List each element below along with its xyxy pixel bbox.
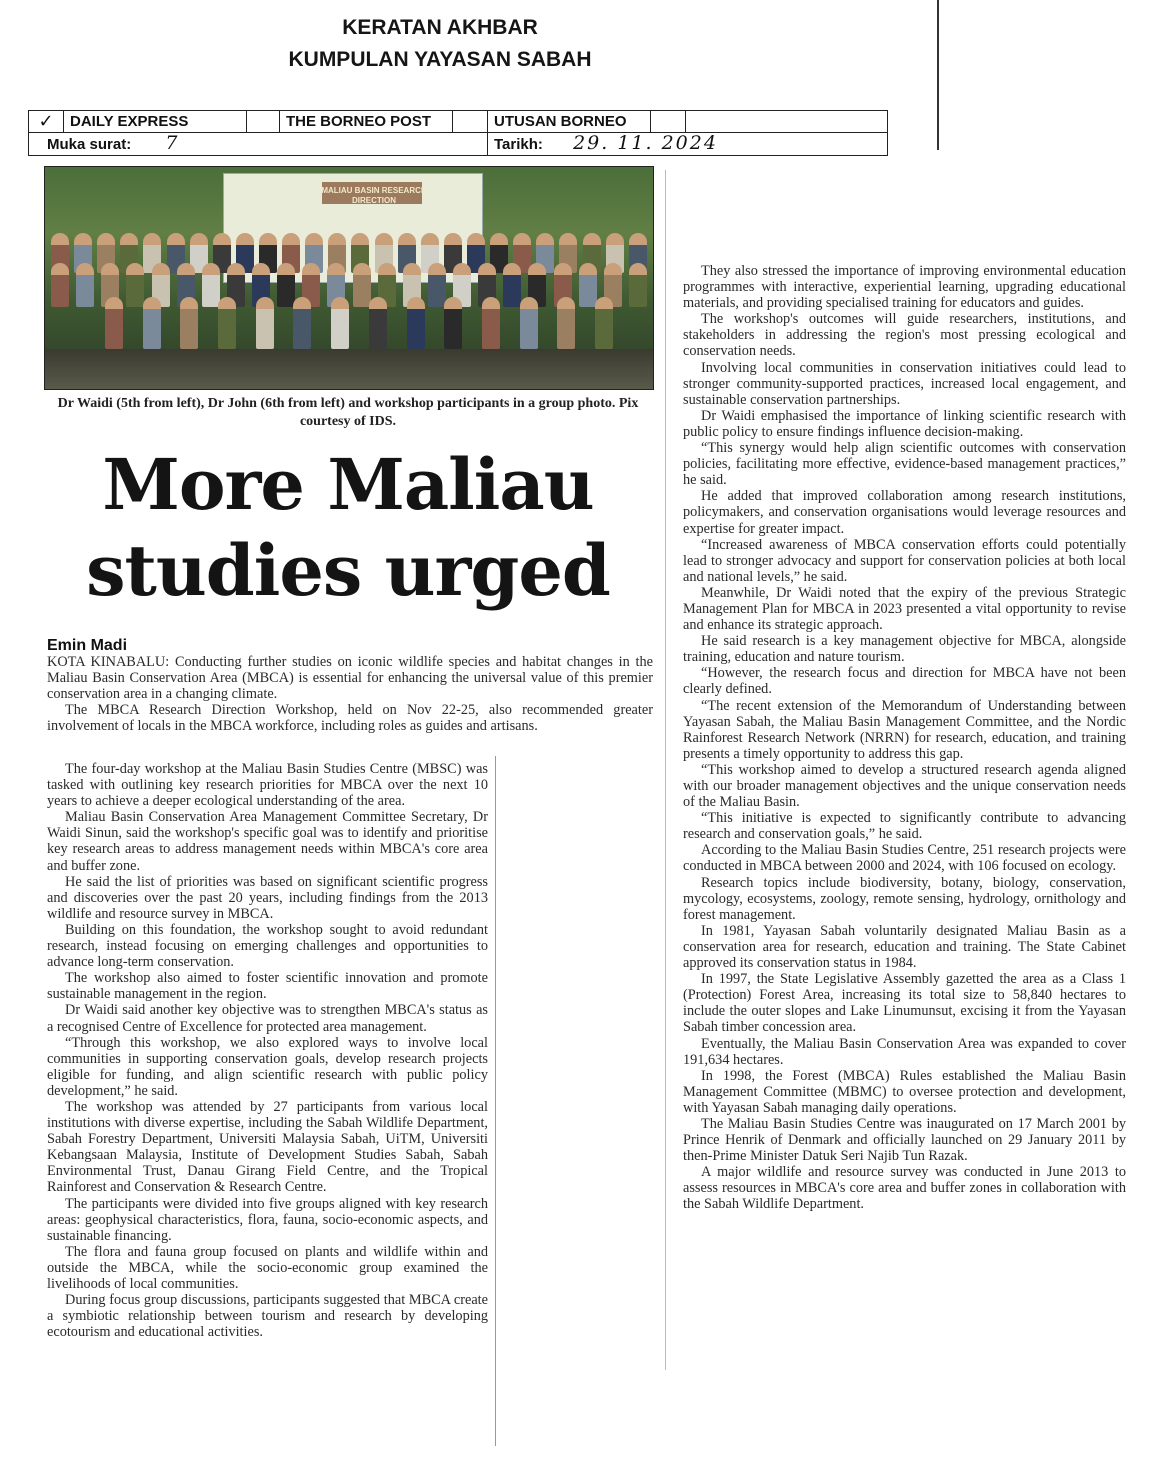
article-paragraph: During focus group discussions, participants suggested that MBCA create a symbiotic relationship between tourism and research by developing ecotourism and educational activities.: [47, 1292, 488, 1341]
article-left-column: [47, 761, 488, 1340]
article-paragraph: According to the Maliau Basin Studies Centre, 251 research projects were conducted in MBCA between 2000 and 2024, with 106 focused on ecology.: [683, 842, 1126, 875]
article-paragraph: The flora and fauna group focused on plants and wildlife within and outside the MBCA, while the socio-economic group examined the livelihoods of local communities.: [47, 1243, 488, 1292]
article-paragraph: Eventually, the Maliau Basin Conservation Area was expanded to cover 191,634 hectares.: [683, 1035, 1126, 1068]
article-paragraph: In 1997, the State Legislative Assembly gazetted the area as a Class 1 (Protection) Forest Area, increasing its total size to 58,840 hectares to include the outer slopes and Lake Linumunsut, excising it from the Yayasan Sabah timber concession area.: [683, 971, 1126, 1036]
participant-figure: [444, 297, 462, 349]
article-paragraph: In 1981, Yayasan Sabah voluntarily designated Maliau Basin as a conservation area for research, education and training. The State Cabinet approved its conservation status in 1984.: [683, 922, 1126, 972]
article-paragraph: Building on this foundation, the workshop sought to avoid redundant research, instead focusing on emerging challenges and opportunities to advance long-term conservation.: [47, 921, 488, 971]
participant-figure: [293, 297, 311, 349]
page-edge-rule: [937, 0, 939, 150]
paper-utusan-borneo: UTUSAN BORNEO: [488, 111, 651, 133]
article-paragraph: The workshop also aimed to foster scientific innovation and promote sustainable management in the region.: [47, 970, 488, 1003]
participant-figure: [407, 297, 425, 349]
article-paragraph: He added that improved collaboration among research institutions, policymakers, and conservation organisations would leverage resources and expertise for greater impact.: [683, 488, 1126, 537]
article-paragraph: Maliau Basin Conservation Area Management Committee Secretary, Dr Waidi Sinun, said the workshop's specific goal was to identify and prioritise key research areas to address management needs within MBCA's core area and buffer zone.: [47, 809, 488, 874]
clipping-source-table: [28, 110, 888, 156]
clipping-header-line1: KERATAN AKHBAR: [342, 16, 538, 39]
photo-floor: [45, 349, 653, 389]
article-paragraph: Dr Waidi said another key objective was to strengthen MBCA's status as a recognised Centre of Excellence for protected area management.: [47, 1002, 488, 1035]
date-value: 29. 11. 2024: [573, 132, 718, 154]
article-paragraph: “The recent extension of the Memorandum of Understanding between Yayasan Sabah, the Maliau Basin Management Committee, and the Nordic Rainforest Research Network (NRRN) for research, education, and training presents a timely opportunity to address this gap.: [683, 697, 1126, 762]
daily-express-check-mark: ✓: [29, 111, 64, 133]
article-paragraph: “Through this workshop, we also explored ways to involve local communities in supporting conservation goals, develop research projects eligible for funding, and align scientific research with public policy development,” he said.: [47, 1034, 488, 1099]
participant-figure: [557, 297, 575, 349]
article-paragraph: He said research is a key management objective for MBCA, alongside training, education and nature tourism.: [683, 633, 1126, 666]
article-paragraph: “Increased awareness of MBCA conservation efforts could potentially lead to stronger advocacy and support for conservation policies at both local and national levels,” he said.: [683, 536, 1126, 585]
article-byline: Emin Madi: [47, 637, 128, 654]
paper-borneo-post: THE BORNEO POST: [280, 111, 453, 133]
column-divider: [665, 170, 666, 1370]
participant-figure: [51, 263, 69, 307]
article-paragraph: A major wildlife and resource survey was conducted in June 2013 to assess resources in MBCA's core area and buffer zones in collaboration with the Sabah Wildlife Department.: [683, 1164, 1126, 1213]
page-label: Muka surat:: [47, 136, 132, 153]
article-paragraph: Dr Waidi emphasised the importance of linking scientific research with public policy to ensure findings influence decision-making.: [683, 407, 1126, 440]
column-divider: [495, 756, 496, 1446]
article-paragraph: “However, the research focus and direction for MBCA have not been clearly defined.: [683, 665, 1126, 698]
date-cell: [488, 133, 888, 156]
crowd-front-row: [105, 297, 613, 349]
banner-text: MALIAU BASIN RESEARCH DIRECTION: [321, 186, 427, 205]
article-paragraph: “This synergy would help align scientific outcomes with conservation policies, facilitating more effective, evidence-based management practices,” he said.: [683, 440, 1126, 489]
article-right-column: [683, 263, 1126, 1213]
paper-daily-express: DAILY EXPRESS: [64, 111, 247, 133]
blank-cell: [247, 111, 280, 133]
participant-figure: [520, 297, 538, 349]
participant-figure: [143, 297, 161, 349]
article-headline: More Maliau studies urged: [86, 443, 610, 612]
article-paragraph: The Maliau Basin Studies Centre was inaugurated on 17 March 2001 by Prince Henrik of Denmark and officially launched on 29 January 2011 by then-Prime Minister Datuk Seri Najib Tun Razak.: [683, 1115, 1126, 1165]
article-paragraph: KOTA KINABALU: Conducting further studies on iconic wildlife species and habitat changes in the Maliau Basin Conservation Area (MBCA) is essential for enhancing the universal value of this premier conservation area in a changing climate.: [47, 654, 653, 703]
article-paragraph: The four-day workshop at the Maliau Basin Studies Centre (MBSC) was tasked with outlining key research priorities for MBCA over the next 10 years to achieve a deeper ecological understanding of the area.: [47, 761, 488, 810]
article-paragraph: Involving local communities in conservation initiatives could lead to stronger community-supported practices, increased local engagement, and sustainable conservation partnerships.: [683, 359, 1126, 408]
participant-figure: [482, 297, 500, 349]
article-paragraph: “This initiative is expected to significantly contribute to advancing research and conservation goals,” he said.: [683, 810, 1126, 843]
page-number-cell: [29, 133, 488, 156]
article-intro: [47, 654, 653, 734]
article-paragraph: They also stressed the importance of improving environmental education programmes with interactive, experiential learning, upgrading educational materials, and providing specialised training for educators and guides.: [683, 263, 1126, 312]
participant-figure: [629, 263, 647, 307]
participant-figure: [369, 297, 387, 349]
article-paragraph: “This workshop aimed to develop a structured research agenda aligned with our broader management objectives and the unique conservation needs of the Maliau Basin.: [683, 761, 1126, 811]
article-paragraph: The workshop's outcomes will guide researchers, institutions, and stakeholders in addressing the region's most pressing ecological and conservation needs.: [683, 311, 1126, 360]
date-label: Tarikh:: [494, 136, 543, 153]
participant-figure: [256, 297, 274, 349]
photo-caption: Dr Waidi (5th from left), Dr John (6th from left) and workshop participants in a group photo. Pix courtesy of IDS.: [57, 396, 639, 429]
blank-cell: [453, 111, 488, 133]
article-paragraph: He said the list of priorities was based on significant scientific progress and discoveries over the past 20 years, including findings from the 2013 wildlife and resource survey in MBCA.: [47, 873, 488, 922]
participant-figure: [331, 297, 349, 349]
blank-cell: [651, 111, 686, 133]
participant-figure: [76, 263, 94, 307]
article-paragraph: Research topics include biodiversity, botany, biology, conservation, mycology, ecosystems, zoology, remote sensing, hydrology, ornithology and forest management.: [683, 874, 1126, 923]
group-photo: [44, 166, 654, 390]
article-paragraph: In 1998, the Forest (MBCA) Rules established the Maliau Basin Management Committee (MBMC) to oversee protection and development, with Yayasan Sabah managing daily operations.: [683, 1067, 1126, 1116]
article-paragraph: The MBCA Research Direction Workshop, held on Nov 22-25, also recommended greater involvement of locals in the MBCA workforce, including roles as guides and artisans.: [47, 702, 653, 735]
participant-figure: [105, 297, 123, 349]
clipping-header-line2: KUMPULAN YAYASAN SABAH: [288, 48, 592, 71]
article-paragraph: Meanwhile, Dr Waidi noted that the expiry of the previous Strategic Management Plan for MBCA in 2023 presented a vital opportunity to revise and enhance its strategic approach.: [683, 584, 1126, 634]
participant-figure: [595, 297, 613, 349]
blank-cell: [686, 111, 888, 133]
article-paragraph: The participants were divided into five groups aligned with key research areas: geophysical characteristics, flora, fauna, socio-economic aspects, and sustainable financing.: [47, 1195, 488, 1244]
participant-figure: [218, 297, 236, 349]
participant-figure: [180, 297, 198, 349]
article-paragraph: The workshop was attended by 27 participants from various local institutions with diverse expertise, including the Sabah Wildlife Department, Sabah Forestry Department, Universiti Malaysia Sabah, UiTM, Universiti Kebangsaan Malaysia, Institute of Development Studies Sabah, Sabah Environmental Trust, Danau Girang Field Centre, and the Tropical Rainforest and Conservation & Research Centre.: [47, 1098, 488, 1196]
page-value: 7: [165, 132, 180, 154]
